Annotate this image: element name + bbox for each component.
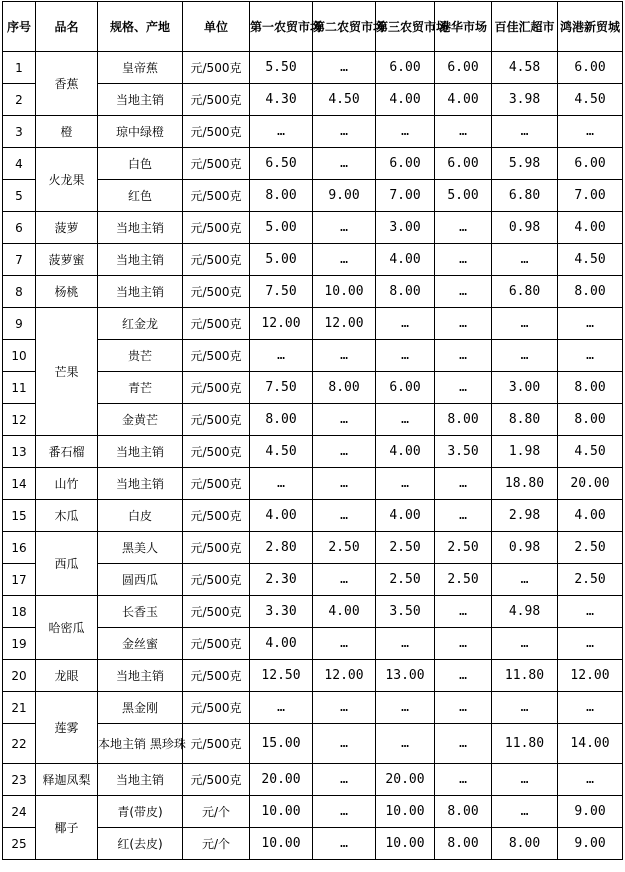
price-cell: 8.00 <box>250 180 313 212</box>
price-cell: 4.00 <box>558 212 623 244</box>
price-cell: 4.50 <box>558 436 623 468</box>
price-cell: 9.00 <box>558 828 623 860</box>
spec-origin-cell: 当地主销 <box>98 244 183 276</box>
table-row <box>3 796 623 828</box>
price-cell: … <box>492 244 558 276</box>
header-row <box>3 2 623 52</box>
unit-cell: 元/500克 <box>183 404 250 436</box>
unit-cell: 元/500克 <box>183 692 250 724</box>
price-cell: 10.00 <box>250 796 313 828</box>
row-number-cell: 15 <box>3 500 36 532</box>
row-number-cell: 2 <box>3 84 36 116</box>
spec-origin-cell: 贵芒 <box>98 340 183 372</box>
price-cell: … <box>492 796 558 828</box>
header-cell: 港华市场 <box>435 2 492 52</box>
price-cell: … <box>558 764 623 796</box>
table-body <box>3 52 623 860</box>
price-cell: 10.00 <box>376 796 435 828</box>
price-cell: 9.00 <box>313 180 376 212</box>
row-number-cell: 7 <box>3 244 36 276</box>
price-cell: … <box>558 628 623 660</box>
unit-cell: 元/500克 <box>183 372 250 404</box>
table-row <box>3 308 623 340</box>
price-cell: 8.00 <box>558 372 623 404</box>
price-cell: … <box>492 564 558 596</box>
price-cell: 4.30 <box>250 84 313 116</box>
row-number-cell: 11 <box>3 372 36 404</box>
spec-origin-cell: 当地主销 <box>98 84 183 116</box>
price-cell: … <box>250 116 313 148</box>
price-cell: … <box>376 340 435 372</box>
price-cell: 6.80 <box>492 180 558 212</box>
price-cell: … <box>558 308 623 340</box>
price-cell: … <box>313 340 376 372</box>
price-cell: 4.00 <box>250 500 313 532</box>
unit-cell: 元/500克 <box>183 564 250 596</box>
price-cell: 6.00 <box>558 52 623 84</box>
row-number-cell: 18 <box>3 596 36 628</box>
table-row <box>3 660 623 692</box>
price-cell: 12.50 <box>250 660 313 692</box>
row-number-cell: 13 <box>3 436 36 468</box>
table-row <box>3 148 623 180</box>
unit-cell: 元/500克 <box>183 340 250 372</box>
header-cell: 规格、产地 <box>98 2 183 52</box>
price-cell: … <box>435 468 492 500</box>
row-number-cell: 21 <box>3 692 36 724</box>
product-name-cell: 龙眼 <box>36 660 98 692</box>
price-cell: 4.50 <box>558 244 623 276</box>
price-cell: 2.50 <box>313 532 376 564</box>
price-cell: 2.50 <box>435 564 492 596</box>
price-cell: … <box>313 148 376 180</box>
spec-origin-cell: 白色 <box>98 148 183 180</box>
price-cell: … <box>376 308 435 340</box>
price-cell: 6.00 <box>435 148 492 180</box>
spec-origin-cell: 当地主销 <box>98 764 183 796</box>
price-cell: … <box>313 692 376 724</box>
price-cell: … <box>250 340 313 372</box>
price-cell: … <box>313 500 376 532</box>
price-cell: 3.50 <box>435 436 492 468</box>
price-cell: 8.80 <box>492 404 558 436</box>
table-row <box>3 212 623 244</box>
price-cell: 6.00 <box>435 52 492 84</box>
unit-cell: 元/500克 <box>183 276 250 308</box>
unit-cell: 元/500克 <box>183 84 250 116</box>
row-number-cell: 16 <box>3 532 36 564</box>
spec-origin-cell: 当地主销 <box>98 660 183 692</box>
price-cell: 2.80 <box>250 532 313 564</box>
price-cell: … <box>435 244 492 276</box>
product-name-cell: 西瓜 <box>36 532 98 596</box>
table-row <box>3 596 623 628</box>
price-cell: … <box>558 340 623 372</box>
price-cell: 7.00 <box>376 180 435 212</box>
price-cell: … <box>492 628 558 660</box>
price-cell: 6.00 <box>376 372 435 404</box>
price-cell: … <box>435 276 492 308</box>
price-cell: 10.00 <box>313 276 376 308</box>
unit-cell: 元/500克 <box>183 52 250 84</box>
price-cell: … <box>376 116 435 148</box>
unit-cell: 元/500克 <box>183 724 250 764</box>
price-cell: 2.50 <box>558 564 623 596</box>
unit-cell: 元/500克 <box>183 244 250 276</box>
price-cell: 8.00 <box>250 404 313 436</box>
spec-origin-cell: 当地主销 <box>98 468 183 500</box>
price-cell: … <box>313 244 376 276</box>
spec-origin-cell: 长香玉 <box>98 596 183 628</box>
price-cell: … <box>435 340 492 372</box>
row-number-cell: 8 <box>3 276 36 308</box>
header-cell: 单位 <box>183 2 250 52</box>
product-name-cell: 山竹 <box>36 468 98 500</box>
price-cell: … <box>435 596 492 628</box>
product-name-cell: 哈密瓜 <box>36 596 98 660</box>
price-cell: 18.80 <box>492 468 558 500</box>
price-cell: … <box>313 116 376 148</box>
price-cell: 4.58 <box>492 52 558 84</box>
fruit-price-table <box>2 1 623 860</box>
price-cell: … <box>313 724 376 764</box>
row-number-cell: 24 <box>3 796 36 828</box>
product-name-cell: 莲雾 <box>36 692 98 764</box>
price-cell: 4.50 <box>250 436 313 468</box>
price-cell: 5.98 <box>492 148 558 180</box>
table-row <box>3 692 623 724</box>
price-cell: … <box>435 372 492 404</box>
price-cell: 4.00 <box>376 244 435 276</box>
spec-origin-cell: 本地主销 黑珍珠 <box>98 724 183 764</box>
price-cell: … <box>313 52 376 84</box>
price-cell: 1.98 <box>492 436 558 468</box>
spec-origin-cell: 琼中绿橙 <box>98 116 183 148</box>
price-cell: 6.00 <box>376 148 435 180</box>
row-number-cell: 3 <box>3 116 36 148</box>
row-number-cell: 9 <box>3 308 36 340</box>
unit-cell: 元/500克 <box>183 116 250 148</box>
row-number-cell: 20 <box>3 660 36 692</box>
price-cell: … <box>435 724 492 764</box>
product-name-cell: 火龙果 <box>36 148 98 212</box>
header-cell: 第二农贸市场 <box>313 2 376 52</box>
product-name-cell: 芒果 <box>36 308 98 436</box>
price-cell: 8.00 <box>558 404 623 436</box>
price-cell: 6.00 <box>376 52 435 84</box>
table-row <box>3 764 623 796</box>
unit-cell: 元/个 <box>183 828 250 860</box>
spec-origin-cell: 当地主销 <box>98 436 183 468</box>
price-cell: … <box>250 468 313 500</box>
table-row <box>3 244 623 276</box>
table-row <box>3 468 623 500</box>
product-name-cell: 释迦凤梨 <box>36 764 98 796</box>
unit-cell: 元/500克 <box>183 596 250 628</box>
unit-cell: 元/500克 <box>183 660 250 692</box>
row-number-cell: 6 <box>3 212 36 244</box>
price-cell: 4.00 <box>376 500 435 532</box>
row-number-cell: 10 <box>3 340 36 372</box>
price-cell: 2.50 <box>435 532 492 564</box>
price-cell: … <box>492 692 558 724</box>
price-cell: … <box>435 660 492 692</box>
price-cell: … <box>313 764 376 796</box>
price-cell: … <box>313 828 376 860</box>
price-cell: 12.00 <box>250 308 313 340</box>
price-cell: 8.00 <box>435 828 492 860</box>
header-cell: 鸿港新贸城 <box>558 2 623 52</box>
header-cell: 第一农贸市场 <box>250 2 313 52</box>
price-cell: 5.00 <box>435 180 492 212</box>
price-cell: 3.30 <box>250 596 313 628</box>
price-cell: 3.50 <box>376 596 435 628</box>
product-name-cell: 菠萝 <box>36 212 98 244</box>
spec-origin-cell: 黑美人 <box>98 532 183 564</box>
price-cell: 2.98 <box>492 500 558 532</box>
price-cell: 8.00 <box>376 276 435 308</box>
unit-cell: 元/500克 <box>183 180 250 212</box>
price-cell: … <box>313 436 376 468</box>
price-cell: … <box>435 500 492 532</box>
price-cell: … <box>313 212 376 244</box>
table-row <box>3 276 623 308</box>
price-cell: 4.00 <box>376 436 435 468</box>
spec-origin-cell: 圆西瓜 <box>98 564 183 596</box>
price-cell: 2.30 <box>250 564 313 596</box>
price-cell: … <box>435 628 492 660</box>
row-number-cell: 23 <box>3 764 36 796</box>
price-cell: 12.00 <box>313 308 376 340</box>
price-cell: 8.00 <box>558 276 623 308</box>
price-cell: 3.00 <box>376 212 435 244</box>
price-cell: … <box>558 692 623 724</box>
row-number-cell: 22 <box>3 724 36 764</box>
unit-cell: 元/500克 <box>183 148 250 180</box>
header-cell: 序号 <box>3 2 36 52</box>
price-cell: 20.00 <box>250 764 313 796</box>
unit-cell: 元/500克 <box>183 628 250 660</box>
price-cell: 13.00 <box>376 660 435 692</box>
price-cell: 8.00 <box>435 404 492 436</box>
unit-cell: 元/500克 <box>183 532 250 564</box>
row-number-cell: 17 <box>3 564 36 596</box>
spec-origin-cell: 青芒 <box>98 372 183 404</box>
price-cell: 3.98 <box>492 84 558 116</box>
spec-origin-cell: 金黄芒 <box>98 404 183 436</box>
price-cell: 4.98 <box>492 596 558 628</box>
price-cell: 20.00 <box>376 764 435 796</box>
header-cell: 第三农贸市场 <box>376 2 435 52</box>
price-cell: … <box>435 116 492 148</box>
row-number-cell: 12 <box>3 404 36 436</box>
unit-cell: 元/500克 <box>183 500 250 532</box>
row-number-cell: 14 <box>3 468 36 500</box>
price-cell: 6.80 <box>492 276 558 308</box>
price-cell: 12.00 <box>558 660 623 692</box>
price-cell: 5.00 <box>250 244 313 276</box>
price-cell: 10.00 <box>376 828 435 860</box>
spec-origin-cell: 黑金刚 <box>98 692 183 724</box>
price-cell: … <box>376 404 435 436</box>
price-cell: … <box>313 628 376 660</box>
price-cell: 2.50 <box>376 532 435 564</box>
price-cell: … <box>492 764 558 796</box>
price-cell: 7.00 <box>558 180 623 212</box>
table-row <box>3 500 623 532</box>
price-cell: 4.00 <box>558 500 623 532</box>
price-cell: … <box>313 404 376 436</box>
price-cell: … <box>376 628 435 660</box>
price-cell: … <box>435 764 492 796</box>
spec-origin-cell: 红金龙 <box>98 308 183 340</box>
price-cell: 4.50 <box>313 84 376 116</box>
row-number-cell: 1 <box>3 52 36 84</box>
price-cell: … <box>313 796 376 828</box>
price-cell: 11.80 <box>492 724 558 764</box>
price-cell: … <box>558 116 623 148</box>
table-row <box>3 52 623 84</box>
unit-cell: 元/500克 <box>183 212 250 244</box>
price-cell: … <box>492 340 558 372</box>
price-cell: … <box>376 468 435 500</box>
row-number-cell: 4 <box>3 148 36 180</box>
product-name-cell: 木瓜 <box>36 500 98 532</box>
spec-origin-cell: 金丝蜜 <box>98 628 183 660</box>
row-number-cell: 25 <box>3 828 36 860</box>
price-cell: 10.00 <box>250 828 313 860</box>
price-cell: 8.00 <box>492 828 558 860</box>
unit-cell: 元/500克 <box>183 436 250 468</box>
unit-cell: 元/个 <box>183 796 250 828</box>
spec-origin-cell: 红色 <box>98 180 183 212</box>
price-cell: … <box>376 692 435 724</box>
price-cell: … <box>313 564 376 596</box>
product-name-cell: 菠萝蜜 <box>36 244 98 276</box>
price-cell: 4.00 <box>250 628 313 660</box>
product-name-cell: 椰子 <box>36 796 98 860</box>
product-name-cell: 香蕉 <box>36 52 98 116</box>
price-cell: … <box>492 308 558 340</box>
price-cell: 0.98 <box>492 532 558 564</box>
price-cell: 6.00 <box>558 148 623 180</box>
price-cell: 11.80 <box>492 660 558 692</box>
price-cell: 6.50 <box>250 148 313 180</box>
spec-origin-cell: 白皮 <box>98 500 183 532</box>
row-number-cell: 5 <box>3 180 36 212</box>
price-cell: … <box>435 212 492 244</box>
price-cell: 4.50 <box>558 84 623 116</box>
price-cell: 8.00 <box>313 372 376 404</box>
price-cell: 9.00 <box>558 796 623 828</box>
product-name-cell: 番石榴 <box>36 436 98 468</box>
spec-origin-cell: 当地主销 <box>98 276 183 308</box>
price-cell: 0.98 <box>492 212 558 244</box>
price-cell: 5.00 <box>250 212 313 244</box>
price-cell: 4.00 <box>313 596 376 628</box>
product-name-cell: 杨桃 <box>36 276 98 308</box>
price-cell: … <box>435 308 492 340</box>
price-cell: 20.00 <box>558 468 623 500</box>
unit-cell: 元/500克 <box>183 468 250 500</box>
spec-origin-cell: 当地主销 <box>98 212 183 244</box>
table-row <box>3 436 623 468</box>
spec-origin-cell: 皇帝蕉 <box>98 52 183 84</box>
price-cell: 14.00 <box>558 724 623 764</box>
price-cell: 2.50 <box>558 532 623 564</box>
spec-origin-cell: 红(去皮) <box>98 828 183 860</box>
price-cell: … <box>376 724 435 764</box>
price-cell: … <box>558 596 623 628</box>
header-cell: 百佳汇超市 <box>492 2 558 52</box>
price-cell: 7.50 <box>250 372 313 404</box>
price-cell: 4.00 <box>376 84 435 116</box>
header-cell: 品名 <box>36 2 98 52</box>
table-row <box>3 116 623 148</box>
spec-origin-cell: 青(带皮) <box>98 796 183 828</box>
unit-cell: 元/500克 <box>183 308 250 340</box>
price-cell: … <box>492 116 558 148</box>
price-cell: 8.00 <box>435 796 492 828</box>
unit-cell: 元/500克 <box>183 764 250 796</box>
price-cell: 15.00 <box>250 724 313 764</box>
price-cell: … <box>313 468 376 500</box>
price-cell: 2.50 <box>376 564 435 596</box>
price-cell: … <box>250 692 313 724</box>
price-cell: 12.00 <box>313 660 376 692</box>
price-cell: 3.00 <box>492 372 558 404</box>
price-cell: 5.50 <box>250 52 313 84</box>
product-name-cell: 橙 <box>36 116 98 148</box>
price-cell: … <box>435 692 492 724</box>
row-number-cell: 19 <box>3 628 36 660</box>
table-row <box>3 532 623 564</box>
price-cell: 7.50 <box>250 276 313 308</box>
price-cell: 4.00 <box>435 84 492 116</box>
